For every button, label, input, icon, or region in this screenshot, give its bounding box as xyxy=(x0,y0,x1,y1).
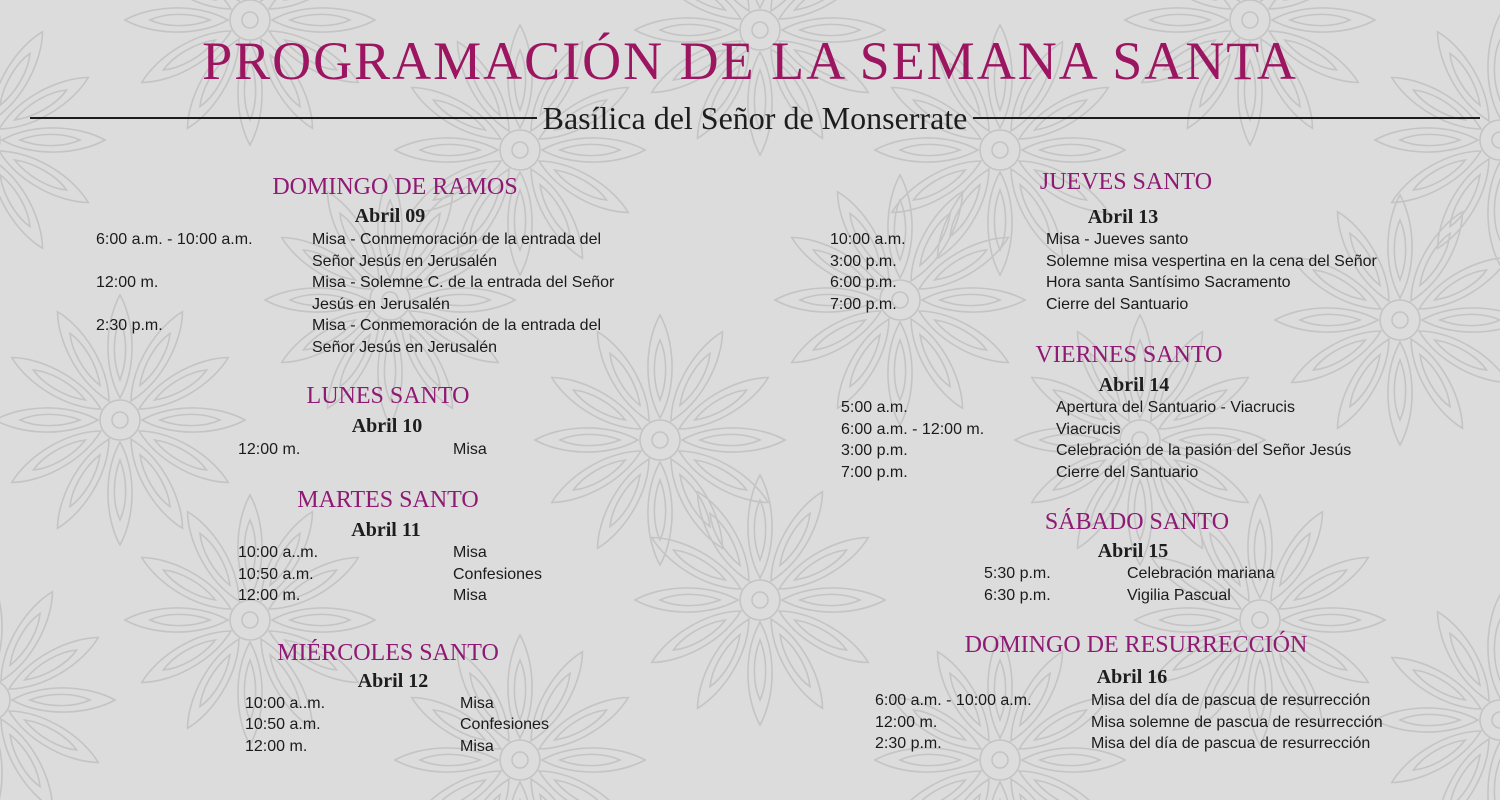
entry-description: Celebración de la pasión del Señor Jesús xyxy=(1056,442,1352,459)
entry-time: 12:00 m. xyxy=(238,587,301,604)
entry-time: 10:00 a.m. xyxy=(830,231,906,248)
mandala-motif xyxy=(1275,195,1500,445)
divider-right xyxy=(973,117,1480,119)
entry-description: Señor Jesús en Jerusalén xyxy=(312,252,497,270)
entry-time: 10:00 a..m. xyxy=(245,695,326,712)
divider-left xyxy=(30,117,537,119)
day-title: DOMINGO DE RAMOS xyxy=(272,174,518,200)
page-title: PROGRAMACIÓN DE LA SEMANA SANTA xyxy=(202,31,1298,91)
entry-description: Cierre del Santuario xyxy=(1046,295,1189,313)
entry-description: Misa - Conmemoración de la entrada del xyxy=(312,317,602,334)
entry-description: Celebración mariana xyxy=(1127,565,1275,582)
entry-description: Hora santa Santísimo Sacramento xyxy=(1046,274,1291,291)
entry-time: 6:00 p.m. xyxy=(830,274,897,291)
entry-description: Confesiones xyxy=(453,566,542,583)
day-date: Abril 12 xyxy=(357,670,429,692)
day-date: Abril 09 xyxy=(354,205,426,227)
entry-description: Misa del día de pascua de resurrección xyxy=(1091,735,1371,752)
entry-description: Señor Jesús en Jerusalén xyxy=(312,338,497,356)
entry-description: Misa solemne de pascua de resurrección xyxy=(1091,713,1383,731)
entry-time: 6:00 a.m. - 12:00 m. xyxy=(841,421,985,438)
day-title: DOMINGO DE RESURRECCIÓN xyxy=(964,632,1308,658)
entry-time: 10:00 a..m. xyxy=(238,544,319,561)
entry-time: 5:00 a.m. xyxy=(841,399,908,416)
day-title: MARTES SANTO xyxy=(297,487,479,513)
entry-time: 3:00 p.m. xyxy=(830,252,897,270)
entry-time: 12:00 m. xyxy=(875,713,938,731)
entry-description: Solemne misa vespertina en la cena del Señor xyxy=(1046,252,1377,270)
entry-description: Misa del día de pascua de resurrección xyxy=(1091,692,1371,709)
subtitle-row xyxy=(30,96,1480,140)
entry-time: 12:00 m. xyxy=(245,738,308,755)
entry-time: 7:00 p.m. xyxy=(841,464,908,481)
entry-description: Misa xyxy=(453,587,487,604)
entry-description: Misa xyxy=(460,738,494,755)
entry-description: Vigilia Pascual xyxy=(1127,587,1231,604)
entry-time: 6:30 p.m. xyxy=(984,587,1051,604)
day-date: Abril 10 xyxy=(351,415,423,437)
entry-time: 6:00 a.m. - 10:00 a.m. xyxy=(96,231,253,248)
page-subtitle: Basílica del Señor de Monserrate xyxy=(542,100,968,136)
entry-time: 2:30 p.m. xyxy=(96,317,163,334)
entry-time: 2:30 p.m. xyxy=(875,735,942,752)
entry-time: 10:50 a.m. xyxy=(245,716,321,733)
entry-description: Cierre del Santuario xyxy=(1056,464,1199,481)
day-title: LUNES SANTO xyxy=(306,383,470,409)
mandala-motif xyxy=(1375,595,1500,800)
entry-description: Misa - Jueves santo xyxy=(1046,231,1189,248)
day-title: SÁBADO SANTO xyxy=(1044,509,1230,535)
mandala-motif xyxy=(0,575,115,800)
day-date: Abril 16 xyxy=(1096,666,1168,688)
entry-description: Jesús en Jerusalén xyxy=(312,295,450,313)
entry-time: 12:00 m. xyxy=(238,441,301,458)
day-title: JUEVES SANTO xyxy=(1039,169,1213,195)
entry-description: Confesiones xyxy=(460,716,549,733)
entry-time: 10:50 a.m. xyxy=(238,566,314,583)
entry-description: Apertura del Santuario - Viacrucis xyxy=(1056,399,1295,416)
entry-time: 5:30 p.m. xyxy=(984,565,1051,582)
day-date: Abril 15 xyxy=(1097,540,1169,562)
entry-time: 3:00 p.m. xyxy=(841,442,908,459)
entry-description: Misa - Solemne C. de la entrada del Señor xyxy=(312,274,615,291)
day-date: Abril 14 xyxy=(1098,374,1170,396)
entry-time: 7:00 p.m. xyxy=(830,295,897,313)
entry-description: Misa xyxy=(453,544,487,561)
entry-description: Misa xyxy=(453,441,487,458)
day-date: Abril 13 xyxy=(1087,206,1159,228)
entry-description: Misa xyxy=(460,695,494,712)
day-title: MIÉRCOLES SANTO xyxy=(277,640,499,666)
day-title: VIERNES SANTO xyxy=(1035,342,1223,368)
entry-time: 6:00 a.m. - 10:00 a.m. xyxy=(875,692,1032,709)
entry-time: 12:00 m. xyxy=(96,274,159,291)
day-date: Abril 11 xyxy=(351,519,421,541)
entry-description: Misa - Conmemoración de la entrada del xyxy=(312,231,602,248)
entry-description: Viacrucis xyxy=(1056,421,1121,438)
